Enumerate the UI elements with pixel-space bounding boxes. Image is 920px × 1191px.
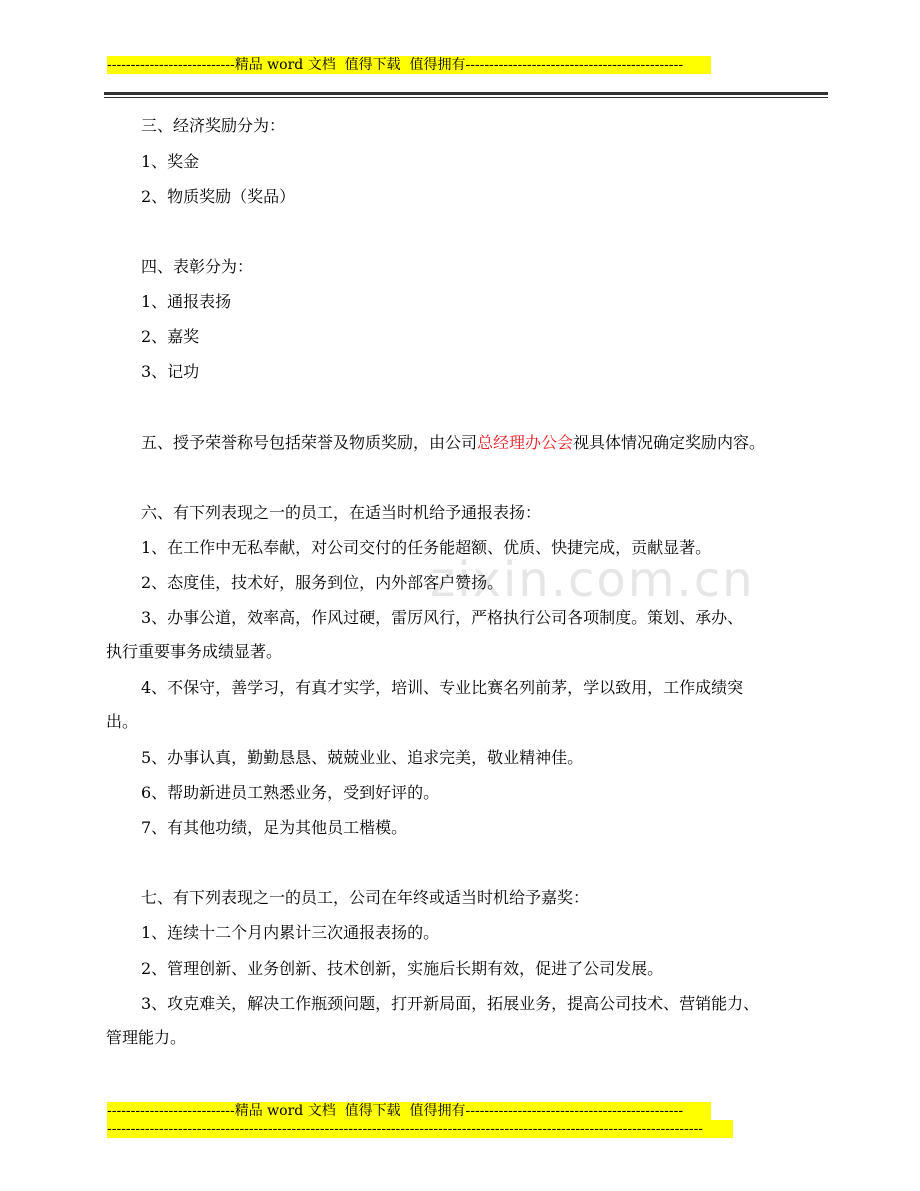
header-banner: ---------------------------精品 word 文档 值得下载 值得拥有----------------------------------------------	[107, 56, 711, 74]
section-6-item-3-line-1: 3、办事公道，效率高，作风过硬，雷厉风行，严格执行公司各项制度。策划、承办、	[141, 608, 744, 627]
section-7-item-1: 1、连续十二个月内累计三次通报表扬的。	[141, 923, 440, 942]
section-6-item-5: 5、办事认真，勤勤恳恳、兢兢业业、追求完美，敬业精神佳。	[141, 748, 584, 767]
section-3-item-2: 2、物质奖励（奖品）	[141, 187, 296, 206]
section-6-item-4-line-2: 出。	[106, 712, 139, 731]
footer-banner-dashes: ------------------------------------------------------------------------------------------------------------------------------	[107, 1120, 733, 1138]
section-6-item-3-line-2: 执行重要事务成绩显著。	[106, 642, 283, 661]
section-4-title: 四、表彰分为：	[141, 257, 254, 276]
section-6-item-2: 2、态度佳，技术好，服务到位，内外部客户赞扬。	[141, 573, 504, 592]
section-5-text-after: 视具体情况确定奖励内容。	[573, 433, 766, 452]
section-5-text-before: 五、授予荣誉称号包括荣誉及物质奖励，由公司	[141, 433, 478, 452]
section-7-item-3-line-1: 3、攻克难关，解决工作瓶颈问题，打开新局面，拓展业务，提高公司技术、营销能力、	[141, 994, 760, 1013]
section-5-paragraph	[141, 433, 765, 453]
section-5-highlight: 总经理办公会	[477, 433, 574, 452]
header-divider-thick	[104, 92, 828, 95]
section-6-title: 六、有下列表现之一的员工，在适当时机给予通报表扬：	[141, 503, 542, 522]
watermark: zixin.com.cn	[430, 552, 755, 608]
section-3-item-1: 1、奖金	[141, 152, 200, 171]
footer-banner: ---------------------------精品 word 文档 值得下载 值得拥有----------------------------------------------	[107, 1102, 711, 1120]
section-3-title: 三、经济奖励分为：	[141, 116, 286, 135]
section-6-item-1: 1、在工作中无私奉献，对公司交付的任务能超额、优质、快捷完成，贡献显著。	[141, 538, 712, 557]
section-4-item-1: 1、通报表扬	[141, 292, 232, 311]
section-7-item-3-line-2: 管理能力。	[106, 1028, 187, 1047]
header-divider-thin	[104, 97, 828, 98]
section-4-item-3: 3、记功	[141, 362, 200, 381]
section-4-item-2: 2、嘉奖	[141, 327, 200, 346]
section-6-item-7: 7、有其他功绩，足为其他员工楷模。	[141, 818, 408, 837]
section-7-item-2: 2、管理创新、业务创新、技术创新，实施后长期有效，促进了公司发展。	[141, 959, 664, 978]
section-7-title: 七、有下列表现之一的员工，公司在年终或适当时机给予嘉奖：	[141, 888, 590, 907]
section-6-item-4-line-1: 4、不保守，善学习，有真才实学，培训、专业比赛名列前茅，学以致用，工作成绩突	[141, 678, 744, 697]
section-6-item-6: 6、帮助新进员工熟悉业务，受到好评的。	[141, 783, 440, 802]
